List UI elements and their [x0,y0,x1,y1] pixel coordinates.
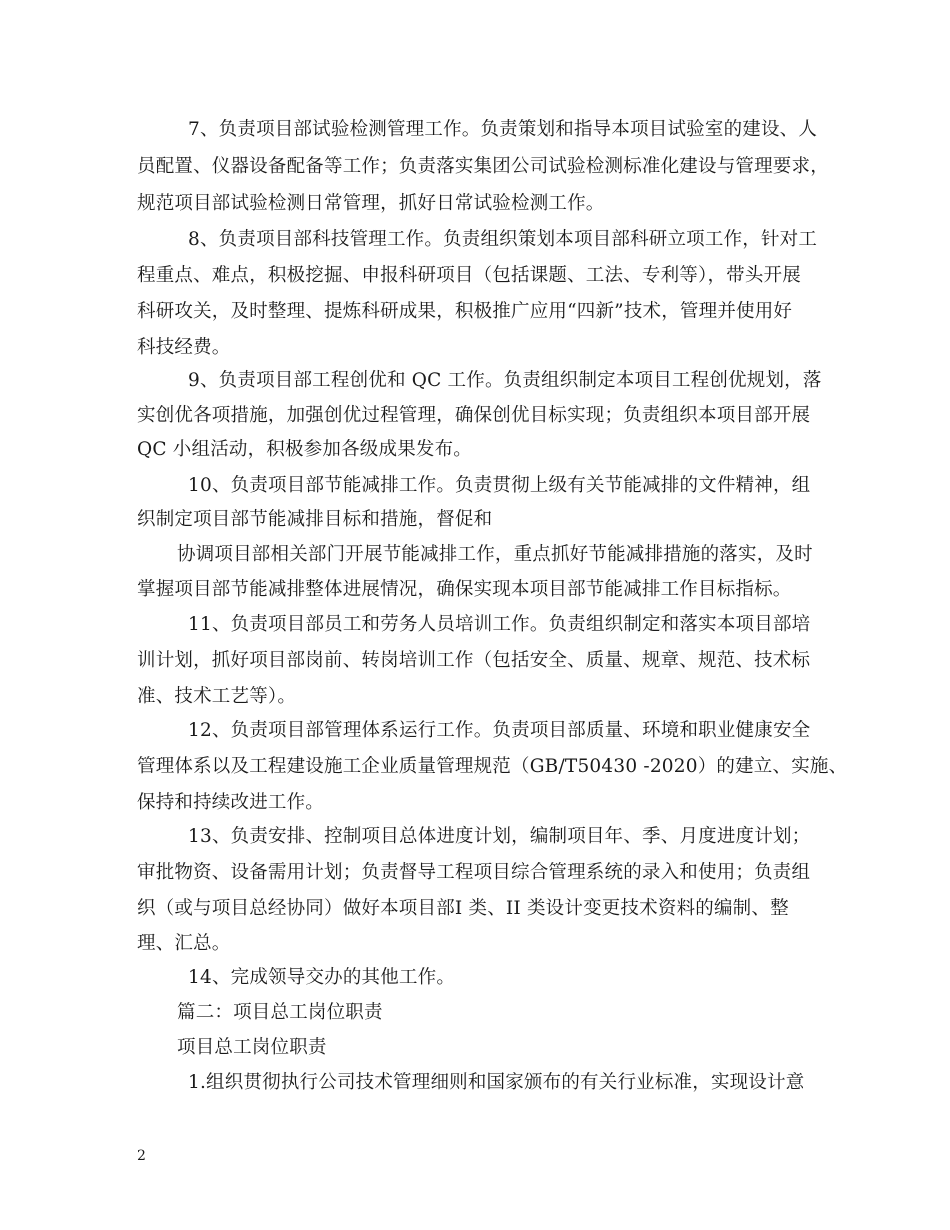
text-line: 理、汇总。 [137,933,231,954]
text-line: 织（或与项目总经协同）做好本项目部Ⅰ 类、II 类设计变更技术资料的编制、整 [137,898,789,919]
text-line: 实创优各项措施，加强创优过程管理，确保创优目标实现；负责组织本项目部开展 [137,405,811,426]
text-line: 12、负责项目部管理体系运行工作。负责项目部质量、环境和职业健康安全 [188,720,811,741]
text-line: 程重点、难点，积极挖掘、申报科研项目（包括课题、工法、专利等），带头开展 [137,265,801,286]
text-line: 科技经费。 [137,337,231,358]
text-line: 10、负责项目部节能减排工作。负责贯彻上级有关节能减排的文件精神，组 [188,475,811,496]
page-number: 2 [137,1148,146,1164]
text-line: 训计划，抓好项目部岗前、转岗培训工作（包括安全、质量、规章、规范、技术标 [137,650,811,671]
text-line: 准、技术工艺等）。 [137,686,297,707]
text-line: 织制定项目部节能减排目标和措施，督促和 [137,509,493,530]
section-heading: 篇二：项目总工岗位职责 [177,1002,383,1023]
text-line: QC 小组活动，积极参加各级成果发布。 [137,439,473,460]
text-line: 协调项目部相关部门开展节能减排工作，重点抓好节能减排措施的落实，及时 [177,544,813,565]
text-line: 14、完成领导交办的其他工作。 [188,967,456,988]
text-line: 科研攻关，及时整理、提炼科研成果，积极推广应用“四新”技术，管理并使用好 [137,301,793,322]
text-line: 规范项目部试验检测日常管理，抓好日常试验检测工作。 [137,193,605,214]
text-line: 保持和持续改进工作。 [137,792,325,813]
text-line: 9、负责项目部工程创优和 QC 工作。负责组织制定本项目工程创优规划，落 [188,370,822,391]
text-line: 员配置、仪器设备配备等工作；负责落实集团公司试验检测标准化建设与管理要求， [137,156,829,177]
text-line: 7、负责项目部试验检测管理工作。负责策划和指导本项目试验室的建设、人 [188,119,818,140]
text-line: 掌握项目部节能减排整体进展情况，确保实现本项目部节能减排工作目标指标。 [137,579,792,600]
text-line: 1.组织贯彻执行公司技术管理细则和国家颁布的有关行业标准，实现设计意 [188,1072,805,1093]
text-line: 8、负责项目部科技管理工作。负责组织策划本项目部科研立项工作，针对工 [188,229,818,250]
text-line: 审批物资、设备需用计划；负责督导工程项目综合管理系统的录入和使用；负责组 [137,862,811,883]
text-line: 11、负责项目部员工和劳务人员培训工作。负责组织制定和落实本项目部培 [188,614,811,635]
text-line: 管理体系以及工程建设施工企业质量管理规范（GB/T50430 -2020）的建立、实施、 [137,756,848,777]
section-title: 项目总工岗位职责 [177,1037,327,1058]
text-line: 13、负责安排、控制项目总体进度计划，编制项目年、季、月度进度计划； [188,826,811,847]
